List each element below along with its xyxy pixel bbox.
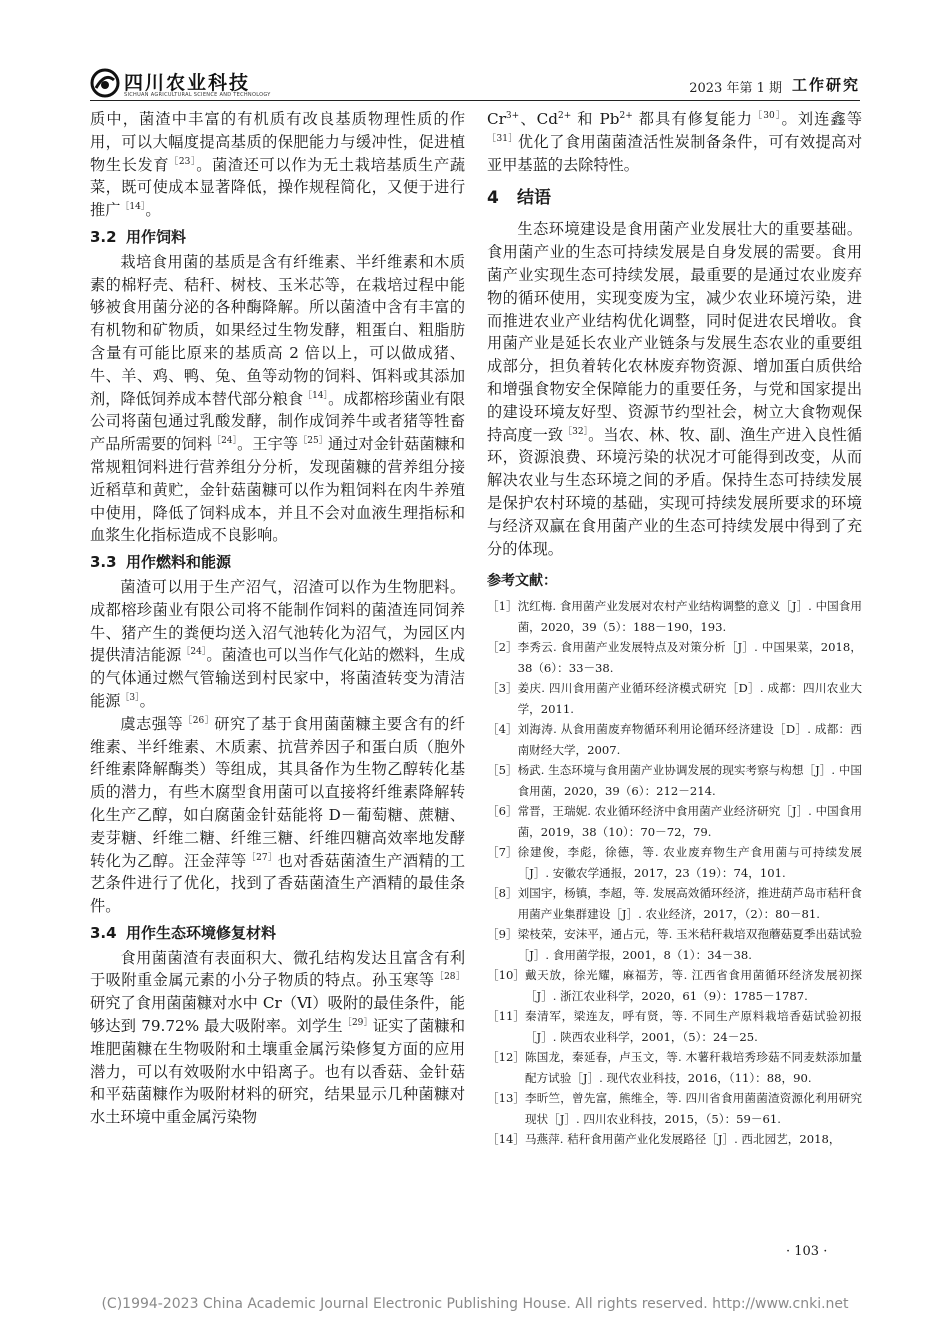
paragraph: 食用菌菌渣有表面积大、微孔结构发达且富含有利于吸附重金属元素的小分子物质的特点。孙玉寒等$^{[28]}$研究了食用菌菌糠对水中 Cr（Ⅵ）吸附的最佳条件，能够达到 79.72% 最大吸附率。刘学生$^{[29]}$证实了菌糠和堆肥菌糠在生物吸附和土壤重金属污染修复方面的应用潜力，可以有效吸附水中铅离子。也有以香菇、金针菇和平菇菌糠作为吸附材料的研究，结果显示几种菌糠对水土环境中重金属污染物 <box>90 948 466 1127</box>
issue-label: 2023 年第 1 期 <box>689 81 782 96</box>
section-heading-3-4: 3.4 用作生态环境修复材料 <box>90 923 277 942</box>
paragraph: $Cr^{3+}$、$Cd^{2+}$ 和 $Pb^{2+}$ 都具有修复能力$^{[30]}$。刘连鑫等$^{[31]}$优化了食用菌菌渣活性炭制备条件，可有效提高对亚甲基蓝的去除特性。 <box>487 110 863 174</box>
reference-item: ［5］ 杨武. 生态环境与食用菌产业协调发展的现实考察与构想［J］. 中国食用菌，2020，39（6）：212－214. <box>487 763 862 798</box>
journal-name: 四川农业科技 <box>124 72 251 94</box>
header-rule <box>90 100 860 101</box>
journal-name-en: SICHUAN AGRICULTURAL SCIENCE AND TECHNOLOGY <box>124 92 271 98</box>
paragraph: 栽培食用菌的基质是含有纤维素、半纤维素和木质素的棉籽壳、秸秆、树枝、玉米芯等，在栽培过程中能够被食用菌分泌的各种酶降解。所以菌渣中含有丰富的有机物和矿物质，如果经过生物发酵，粗蛋白、粗脂肪含量有可能比原来的基质高 2 倍以上，可以做成猪、牛、羊、鸡、鸭、兔、鱼等动物的饲料、饵料或其添加剂，降低饲养成本替代部分粮食$^{[14]}$。成都榕珍菌业有限公司将菌包通过乳酸发酵，制作成饲养牛或者猪等牲畜产品所需要的饲料$^{[24]}$。王宇等$^{[25]}$通过对金针菇菌糠和常规粗饲料进行营养组分分析，发现菌糠的营养组分接近稻草和黄贮，金针菇菌糠可以作为粗饲料在肉牛养殖中使用，降低了饲料成本，并且不会对血液生理指标和血浆生化指标造成不良影响。 <box>90 252 466 545</box>
reference-item: ［1］ 沈红梅. 食用菌产业发展对农村产业结构调整的意义［J］. 中国食用菌，2020，39（5）：188－190，193. <box>487 599 862 634</box>
references-heading: 参考文献： <box>487 573 557 590</box>
reference-item: ［3］ 姜庆. 四川食用菌产业循环经济模式研究［D］. 成都：四川农业大学，2011. <box>487 681 862 716</box>
journal-logo <box>90 66 300 100</box>
reference-item: ［6］ 常晋，王瑞妮. 农业循环经济中食用菌产业经济研究［J］. 中国食用菌，2019，38（10）：70－72，79. <box>487 804 862 839</box>
reference-item: ［8］ 刘国宇，杨镇，李超，等. 发展高效循环经济，推进葫芦岛市秸秆食用菌产业集群建设［J］. 农业经济，2017，（2）：80－81. <box>487 886 862 921</box>
right-column <box>487 108 862 1150</box>
reference-item: ［9］ 梁枝荣，安沫平，通占元，等. 玉米秸秆栽培双孢蘑菇夏季出菇试验［J］. 食用菌学报，2001，8（1）：34－38. <box>487 927 862 962</box>
paragraph: 生态环境建设是食用菌产业发展壮大的重要基础。食用菌产业的生态可持续发展是自身发展的需要。食用菌产业实现生态可持续发展，最重要的是通过农业废弃物的循环使用，实现变废为宝，减少农业环境污染，进而推进农业产业结构优化调整，同时促进农民增收。食用菌产业是延长农业产业链条与发展生态农业的重要组成部分，担负着转化农林废弃物资源、增加蛋白质供给和增强食物安全保障能力的重要任务，与党和国家提出的建设环境友好型、资源节约型社会，树立大食物观保持高度一致$^{[32]}$。当农、林、牧、副、渔生产进入良性循环，资源浪费、环境污染的状况才可能得到改变，从而解决农业与生态环境之间的矛盾。保持生态可持续发展是保护农村环境的基础，实现可持续发展所要求的环境与经济双赢在食用菌产业的生态可持续发展中得到了充分的体现。 <box>487 220 863 558</box>
column-label: 工作研究 <box>791 76 860 94</box>
reference-item: ［2］ 李秀云. 食用菌产业发展特点及对策分析［J］. 中国果菜，2018，38（6）：33－38. <box>487 640 862 675</box>
copyright-footer: (C)1994-2023 China Academic Journal Electronic Publishing House. All rights reserved. http://www.cnki.net <box>101 1296 849 1312</box>
reference-item: ［11］ 秦清军，梁连友，呼有贤，等. 不同生产原料栽培香菇试验初报［J］. 陕西农业科学，2001，（5）：24－25. <box>487 1009 862 1044</box>
reference-item: ［10］ 戴天放，徐光耀，麻福芳，等. 江西省食用菌循环经济发展初探［J］. 浙江农业科学，2020，61（9）：1785－1787. <box>487 968 862 1003</box>
reference-item: ［7］ 徐建俊，李彪，徐德，等. 农业废弃物生产食用菌与可持续发展［J］. 安徽农学通报，2017，23（19）：74，101. <box>487 845 862 880</box>
section-heading-3-3: 3.3 用作燃料和能源 <box>90 553 232 572</box>
paragraph: 质中，菌渣中丰富的有机质有改良基质物理性质的作用，可以大幅度提高基质的保肥能力与缓冲性，促进植物生长发育$^{[23]}$。菌渣还可以作为无土栽培基质生产蔬菜，既可使成本显著降低，操作规程简化，又便于进行推广$^{[14]}$。 <box>90 110 466 220</box>
reference-item: ［13］ 李昕竺，曾先富，熊维全，等. 四川省食用菌菌渣资源化利用研究现状［J］. 四川农业科技，2015，（5）：59－61. <box>487 1091 862 1126</box>
reference-item: ［12］ 陈国龙，秦延春，卢玉文，等. 木薯秆栽培秀珍菇不同麦麸添加量配方试验［J］. 现代农业科技，2016，（11）：88，90. <box>487 1050 862 1085</box>
left-column <box>90 108 465 1129</box>
reference-item: ［14］ 马燕萍. 秸秆食用菌产业化发展路径［J］. 西北园艺，2018， <box>487 1132 841 1147</box>
reference-item: ［4］ 刘海涛. 从食用菌废弃物循环利用论循环经济建设［D］. 成都：西南财经大学，2007. <box>487 722 862 757</box>
reference-list <box>487 596 862 1150</box>
page-header <box>0 0 950 100</box>
page-number: · 103 · <box>786 1244 828 1259</box>
section-heading-4: 4 结语 <box>487 188 551 209</box>
paragraph: 菌渣可以用于生产沼气，沼渣可以作为生物肥料。成都榕珍菌业有限公司将不能制作饲料的菌渣连同饲养牛、猪产生的粪便均送入沼气池转化为沼气，为园区内提供清洁能源$^{[24]}$。菌渣也可以当作气化站的燃料，生成的气体通过燃气管输送到村民家中，将菌渣转变为清洁能源$^{[3]}$。 <box>90 577 466 710</box>
paragraph: 虞志强等$^{[26]}$研究了基于食用菌菌糠主要含有的纤维素、半纤维素、木质素、抗营养因子和蛋白质（胞外纤维素降解酶类）等组成，其具备作为生物乙醇转化基质的潜力，有些木腐型食用菌可以直接将纤维素降解转化生产乙醇，如白腐菌金针菇能将 D－葡萄糖、蔗糖、麦芽糖、纤维二糖、纤维三糖、纤维四糖高效率地发酵转化为乙醇。汪金萍等$^{[27]}$也对香菇菌渣生产酒精的工艺条件进行了优化，找到了香菇菌渣生产酒精的最佳条件。 <box>90 714 466 916</box>
journal-emblem-icon <box>90 68 120 98</box>
section-heading-3-2: 3.2 用作饲料 <box>90 227 187 246</box>
